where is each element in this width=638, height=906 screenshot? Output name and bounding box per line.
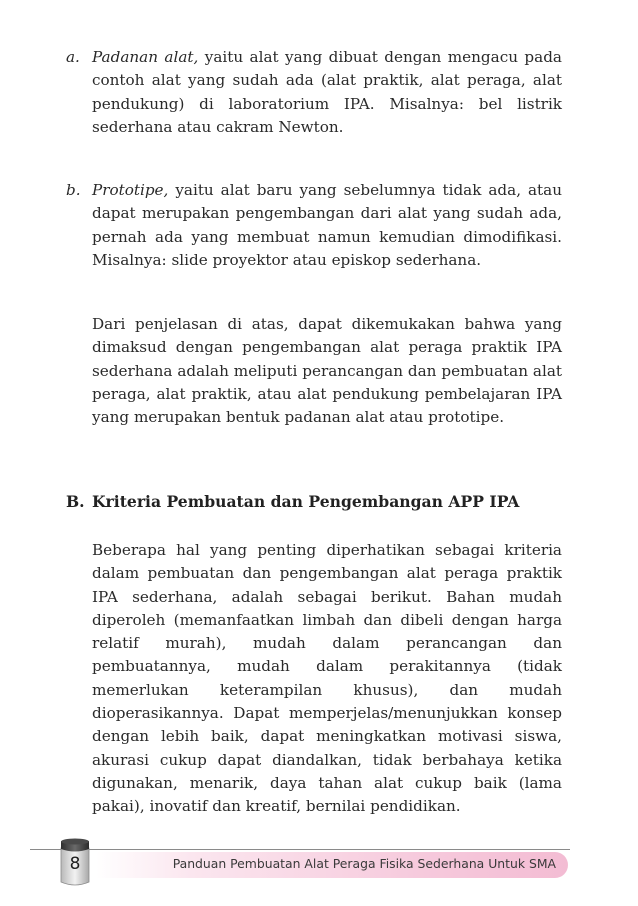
list-marker: b. [66, 181, 81, 199]
list-term: Padanan alat, [92, 48, 199, 66]
list-marker: a. [66, 48, 80, 66]
list-text: yaitu alat baru yang sebelumnya tidak ada, atau dapat merupakan pengembangan dari alat yang sudah ada, pernah ada yang membuat namun kemudian dimodifikasi. Misalnya: slide proyektor atau episkop sederhana. [92, 181, 562, 269]
summary-paragraph: Dari penjelasan di atas, dapat dikemukakan bahwa yang dimaksud dengan pengembangan alat peraga praktik IPA sederhana adalah meliputi perancangan dan pembuatan alat peraga, alat praktik, atau alat pendukung pembelajaran IPA yang merupakan bentuk padanan alat atau prototipe. [92, 315, 562, 427]
list-text: yaitu alat yang dibuat dengan mengacu pada contoh alat yang sudah ada (alat praktik, alat peraga, alat pendukung) di laboratorium IPA. Misalnya: bel listrik sederhana atau cakram Newton. [92, 48, 562, 136]
footer-divider [30, 849, 570, 850]
footer-band [96, 852, 568, 878]
page-footer [0, 834, 638, 894]
page-number: 8 [69, 854, 81, 874]
list-term: Prototipe, [92, 181, 169, 199]
page-number-badge [58, 838, 92, 888]
footer-book-title: Panduan Pembuatan Alat Peraga Fisika Sederhana Untuk SMA [172, 856, 556, 871]
section-body-paragraph: Beberapa hal yang penting diperhatikan sebagai kriteria dalam pembuatan dan pengembangan alat peraga praktik IPA sederhana, adalah sebagai berikut. Bahan mudah diperoleh (memanfaatkan limbah dan dibeli dengan harga relatif murah), mudah dalam perancangan dan pembuatannya, mudah dalam perakitannya (tidak memerlukan keterampilan khusus), dan mudah dioperasikannya. Dapat memperjelas/menunjukkan konsep dengan lebih baik, dapat meningkatkan motivasi siswa, akurasi cukup dapat diandalkan, tidak berbahaya ketika digunakan, menarik, daya tahan alat cukup baik (lama pakai), inovatif dan kreatif, bernilai pendidikan. [92, 541, 562, 816]
list-item-prototipe [66, 179, 562, 272]
list-item-padanan-alat [66, 46, 562, 139]
section-title: Kriteria Pembuatan dan Pengembangan APP IPA [92, 492, 520, 511]
section-letter: B. [66, 492, 85, 511]
section-heading [66, 492, 519, 511]
